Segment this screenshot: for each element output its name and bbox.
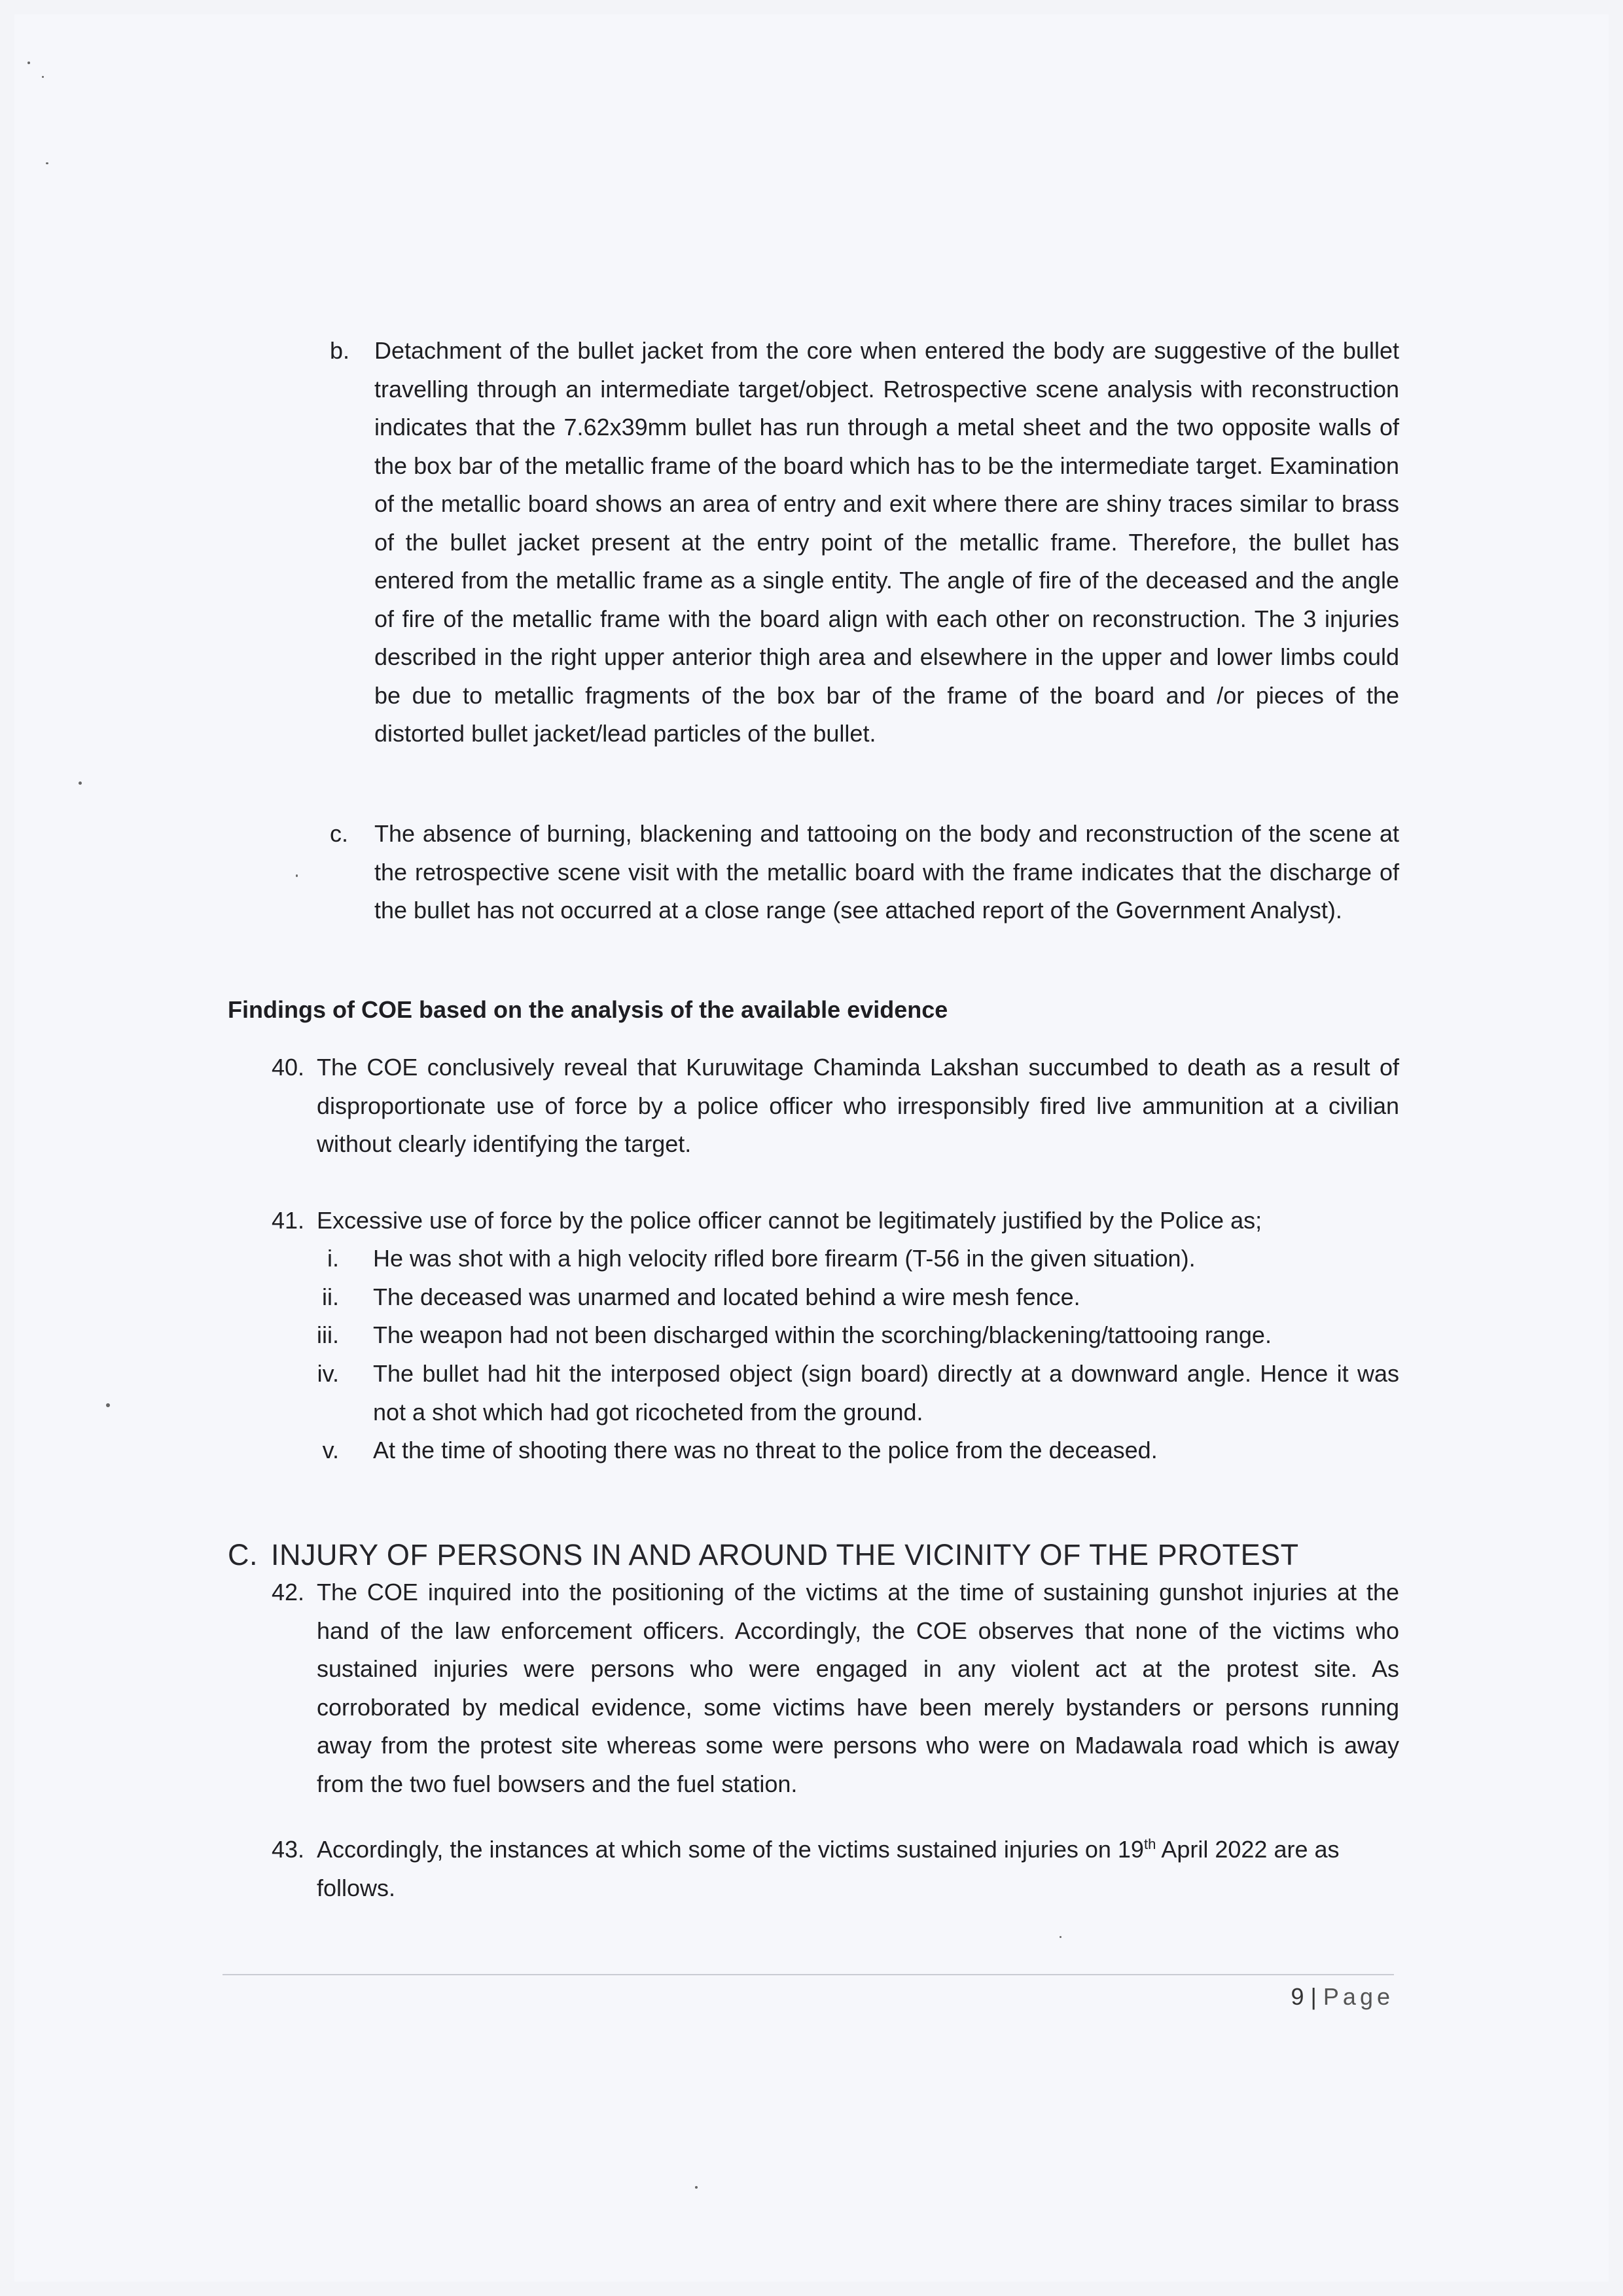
para-41-item-ii-text: The deceased was unarmed and located behind a wire mesh fence.: [373, 1283, 1080, 1310]
para-41-item-iii-text: The weapon had not been discharged within the scorching/blackening/tattooing range.: [373, 1321, 1272, 1348]
item-c-text: The absence of burning, blackening and tattooing on the body and reconstruction of the scene at the retrospective scene visit with the metallic board with the frame indicates that the discharge of the bullet has not occurred at a close range (see attached report of the Government Analyst).: [374, 820, 1399, 924]
para-41-item-ii-label: ii.: [322, 1283, 339, 1310]
section-c-letter: C.: [228, 1538, 258, 1571]
scan-speck: [46, 162, 48, 164]
para-41-item-iv-label: iv.: [317, 1360, 339, 1387]
scan-speck: [79, 781, 82, 785]
item-b-text: Detachment of the bullet jacket from the core when entered the body are suggestive of the bullet travelling through an intermediate target/object. Retrospective scene analysis with reconstruction indicates that the 7.62x39mm bullet has run through a metal sheet and the two opposite walls of the box bar of the metallic frame of the board which has to be the intermediate target. Examination of the metallic board shows an area of entry and exit where there are shiny traces similar to brass of the bullet jacket present at the entry point of the metallic frame. Therefore, the bullet has entered from the metallic frame as a single entity. The angle of fire of the deceased and the angle of fire of the metallic frame with the board align with each other on reconstruction. The 3 injuries described in the right upper anterior thigh area and elsewhere in the upper and lower limbs could be due to metallic fragments of the box bar of the frame of the board and /or pieces of the distorted bullet jacket/lead particles of the bullet.: [374, 337, 1399, 747]
page-separator: |: [1310, 1983, 1317, 2010]
para-40-number: 40.: [272, 1054, 305, 1081]
para-41-item-v-text: At the time of shooting there was no threat to the police from the deceased.: [373, 1437, 1158, 1463]
para-41-item-i-text: He was shot with a high velocity rifled bore firearm (T-56 in the given situation).: [373, 1245, 1196, 1272]
findings-heading: Findings of COE based on the analysis of the available evidence: [228, 996, 948, 1023]
para-41-number: 41.: [272, 1207, 305, 1234]
item-b-label: b.: [330, 337, 350, 364]
para-40-text: The COE conclusively reveal that Kuruwitage Chaminda Lakshan succumbed to death as a result of disproportionate use of force by a police officer who irresponsibly fired live ammunition at a civilian without clearly identifying the target.: [317, 1054, 1399, 1157]
scan-speck: [106, 1403, 110, 1407]
para-42-number: 42.: [272, 1579, 305, 1605]
page-label: Page: [1323, 1983, 1394, 2010]
footer-rule: [223, 1974, 1394, 1975]
para-43-text: [317, 1831, 1399, 1907]
page-number: 9: [1291, 1983, 1304, 2010]
scan-speck: [27, 62, 30, 64]
scan-speck: [42, 76, 44, 78]
page-footer: [1291, 1979, 1395, 2015]
para-43-text-after: April 2022 are as follows.: [317, 1836, 1340, 1901]
para-43-text-before: Accordingly, the instances at which some of the victims sustained injuries on 19: [317, 1836, 1144, 1863]
para-41-item-i-label: i.: [327, 1245, 339, 1272]
para-41-item-iv-text: The bullet had hit the interposed object (sign board) directly at a downward angle. Hence it was not a shot which had got ricocheted from the ground.: [373, 1360, 1399, 1426]
para-41-item-iii-label: iii.: [317, 1321, 339, 1348]
scan-speck: [296, 874, 298, 877]
section-c-title: INJURY OF PERSONS IN AND AROUND THE VICINITY OF THE PROTEST: [271, 1538, 1299, 1571]
para-41-item-v-label: v.: [322, 1437, 339, 1463]
para-43-ordinal-suffix: th: [1143, 1836, 1156, 1852]
item-c-label: c.: [330, 820, 349, 847]
para-41-intro: Excessive use of force by the police officer cannot be legitimately justified by the Police as;: [317, 1207, 1262, 1234]
scan-speck: [1060, 1936, 1061, 1938]
para-42-text: The COE inquired into the positioning of the victims at the time of sustaining gunshot injuries at the hand of the law enforcement officers. Accordingly, the COE observes that none of the victims who sustained injuries were persons who were engaged in any violent act at the protest site. As corroborated by medical evidence, some victims have been merely bystanders or persons running away from the protest site whereas some were persons who were on Madawala road which is away from the two fuel bowsers and the fuel station.: [317, 1579, 1399, 1797]
para-43-number: 43.: [272, 1836, 305, 1863]
scan-speck: [695, 2186, 698, 2189]
